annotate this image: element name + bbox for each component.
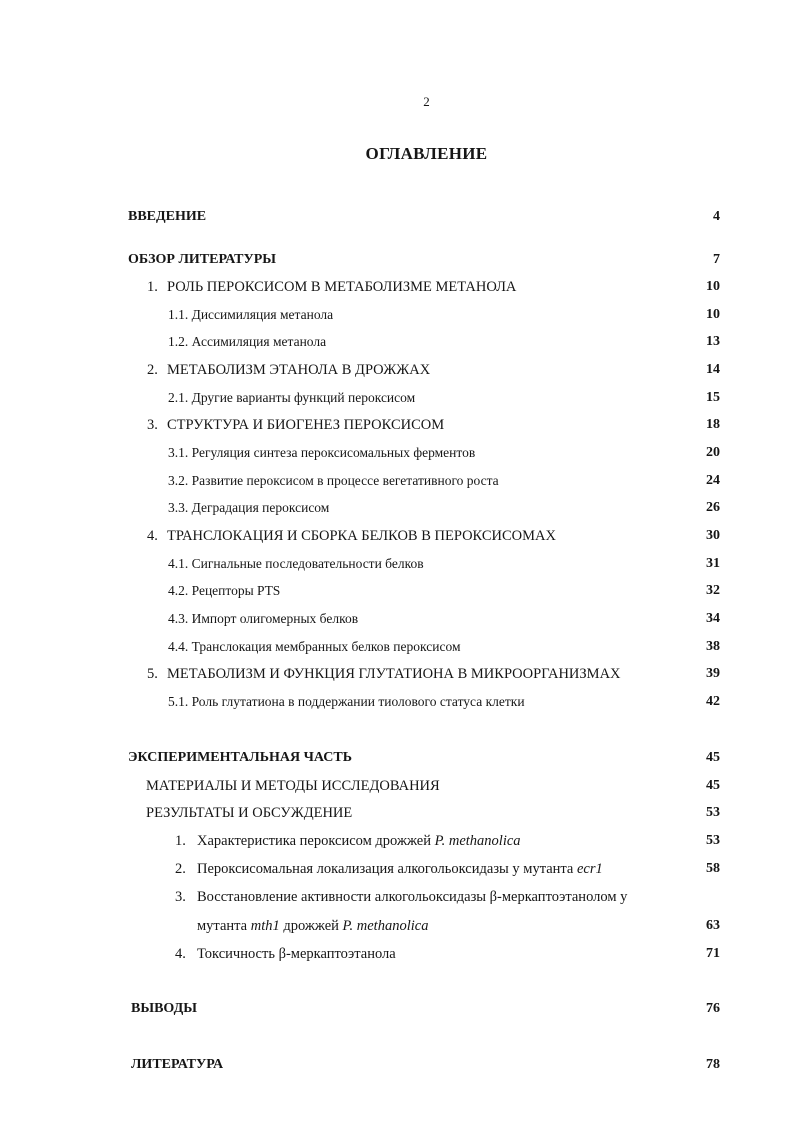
toc-label bbox=[175, 943, 396, 965]
toc-label: ЭКСПЕРИМЕНТАЛЬНАЯ ЧАСТЬ bbox=[128, 750, 352, 765]
toc-label: 1.2. Ассимиляция метанола bbox=[168, 334, 327, 349]
toc-number: 1. bbox=[147, 279, 158, 295]
toc-number: 1. bbox=[175, 833, 186, 849]
toc-entry-review[interactable] bbox=[0, 249, 793, 271]
toc-label: МАТЕРИАЛЫ И МЕТОДЫ ИССЛЕДОВАНИЯ bbox=[146, 778, 440, 794]
toc-page: 34 bbox=[706, 611, 720, 626]
toc-page: 15 bbox=[706, 390, 720, 405]
toc-number: 2. bbox=[147, 362, 158, 378]
toc-text: Токсичность β-меркаптоэтанола bbox=[197, 946, 396, 962]
toc-page: 45 bbox=[706, 778, 720, 793]
toc-page: 32 bbox=[706, 583, 720, 598]
toc-text: Характеристика пероксисом дрожжей bbox=[197, 833, 435, 849]
toc-label: ОБЗОР ЛИТЕРАТУРЫ bbox=[128, 252, 277, 267]
toc-label: 4.1. Сигнальные последовательности белков bbox=[168, 556, 424, 571]
mutant-name: ecr1 bbox=[577, 861, 603, 877]
toc-page: 14 bbox=[706, 362, 720, 377]
toc-page: 18 bbox=[706, 417, 720, 432]
toc-entry-literature[interactable] bbox=[0, 1054, 793, 1076]
toc-label bbox=[147, 663, 621, 685]
toc-text: СТРУКТУРА И БИОГЕНЕЗ ПЕРОКСИСОМ bbox=[167, 417, 445, 433]
toc-text: Восстановление активности алкогольоксидазы β-меркаптоэтанолом у bbox=[197, 889, 628, 905]
toc-page: 42 bbox=[706, 694, 720, 709]
toc-entry-section[interactable] bbox=[0, 663, 793, 685]
toc-number: 3. bbox=[175, 889, 186, 905]
toc-entry-section[interactable] bbox=[0, 276, 793, 298]
toc-label bbox=[175, 886, 627, 908]
page-title: ОГЛАВЛЕНИЕ bbox=[365, 144, 488, 163]
toc-label: 4.3. Импорт олигомерных белков bbox=[168, 611, 359, 626]
toc-page: 13 bbox=[706, 334, 720, 349]
toc-text: ТРАНСЛОКАЦИЯ И СБОРКА БЕЛКОВ В ПЕРОКСИСОМАХ bbox=[167, 528, 556, 544]
toc-page: 53 bbox=[706, 833, 720, 848]
toc-page: 4 bbox=[713, 209, 720, 224]
toc-entry-section[interactable] bbox=[0, 414, 793, 436]
toc-entry-section[interactable] bbox=[0, 359, 793, 381]
toc-label: 3.2. Развитие пероксисом в процессе вегетативного роста bbox=[168, 473, 499, 488]
toc-entry-section[interactable] bbox=[0, 525, 793, 547]
toc-entry-methods[interactable] bbox=[0, 775, 793, 797]
toc-label: 4.4. Транслокация мембранных белков пероксисом bbox=[168, 639, 461, 654]
toc-page: 76 bbox=[706, 1001, 720, 1016]
toc-entry-subsection[interactable] bbox=[0, 331, 793, 353]
toc-entry-intro[interactable] bbox=[0, 206, 793, 228]
toc-entry-result-item[interactable] bbox=[0, 858, 793, 880]
toc-number: 4. bbox=[175, 946, 186, 962]
toc-label bbox=[197, 915, 428, 937]
mutant-name: mth1 bbox=[250, 918, 280, 934]
toc-label: 5.1. Роль глутатиона в поддержании тиолового статуса клетки bbox=[168, 694, 525, 709]
toc-label: РЕЗУЛЬТАТЫ И ОБСУЖДЕНИЕ bbox=[146, 805, 353, 821]
toc-label: 3.3. Деградация пероксисом bbox=[168, 500, 330, 515]
toc-number: 5. bbox=[147, 666, 158, 682]
toc-page: 78 bbox=[706, 1057, 720, 1072]
toc-page: 10 bbox=[706, 279, 720, 294]
toc-number: 2. bbox=[175, 861, 186, 877]
toc-page: 39 bbox=[706, 666, 720, 681]
toc-text: Пероксисомальная локализация алкогольоксидазы у мутанта bbox=[197, 861, 577, 877]
toc-page: 26 bbox=[706, 500, 720, 515]
toc-number: 4. bbox=[147, 528, 158, 544]
toc-page: 7 bbox=[713, 252, 720, 267]
toc-entry-subsection[interactable] bbox=[0, 691, 793, 713]
toc-entry-subsection[interactable] bbox=[0, 636, 793, 658]
toc-label bbox=[147, 359, 430, 381]
toc-entry-subsection[interactable] bbox=[0, 387, 793, 409]
toc-entry-subsection[interactable] bbox=[0, 442, 793, 464]
toc-label: 4.2. Рецепторы PTS bbox=[168, 583, 281, 598]
toc-text: РОЛЬ ПЕРОКСИСОМ В МЕТАБОЛИЗМЕ МЕТАНОЛА bbox=[167, 279, 517, 295]
toc-label bbox=[147, 276, 516, 298]
toc-text: дрожжей bbox=[279, 918, 343, 934]
toc-page: 53 bbox=[706, 805, 720, 820]
toc-label: ВВЕДЕНИЕ bbox=[128, 209, 207, 224]
toc-text: мутанта bbox=[197, 918, 251, 934]
toc-entry-conclusions[interactable] bbox=[0, 998, 793, 1020]
toc-label: 1.1. Диссимиляция метанола bbox=[168, 307, 334, 322]
toc-number: 3. bbox=[147, 417, 158, 433]
toc-page: 31 bbox=[706, 556, 720, 571]
species-name: P. methanolica bbox=[342, 918, 429, 934]
toc-page: 20 bbox=[706, 445, 720, 460]
toc-entry-result-item[interactable] bbox=[0, 830, 793, 852]
toc-page: 58 bbox=[706, 861, 720, 876]
toc-entry-subsection[interactable] bbox=[0, 553, 793, 575]
toc-label bbox=[175, 830, 521, 852]
toc-entry-experimental[interactable] bbox=[0, 747, 793, 769]
toc-text: МЕТАБОЛИЗМ И ФУНКЦИЯ ГЛУТАТИОНА В МИКРООРГАНИЗМАХ bbox=[167, 666, 621, 682]
toc-entry-subsection[interactable] bbox=[0, 497, 793, 519]
toc-label bbox=[147, 525, 556, 547]
toc-page: 10 bbox=[706, 307, 720, 322]
toc-label: 3.1. Регуляция синтеза пероксисомальных ферментов bbox=[168, 445, 476, 460]
toc-page: 30 bbox=[706, 528, 720, 543]
toc-entry-subsection[interactable] bbox=[0, 470, 793, 492]
toc-text: МЕТАБОЛИЗМ ЭТАНОЛА В ДРОЖЖАХ bbox=[167, 362, 431, 378]
toc-entry-results[interactable] bbox=[0, 802, 793, 824]
toc-label bbox=[147, 414, 444, 436]
toc-label: ВЫВОДЫ bbox=[131, 1001, 197, 1016]
toc-entry-result-item-cont[interactable] bbox=[0, 915, 793, 937]
toc-label bbox=[175, 858, 603, 880]
toc-entry-subsection[interactable] bbox=[0, 304, 793, 326]
toc-entry-subsection[interactable] bbox=[0, 608, 793, 630]
toc-entry-subsection[interactable] bbox=[0, 580, 793, 602]
toc-entry-result-item[interactable] bbox=[0, 886, 793, 908]
toc-entry-result-item[interactable] bbox=[0, 943, 793, 965]
toc-label: 2.1. Другие варианты функций пероксисом bbox=[168, 390, 416, 405]
toc-page: 63 bbox=[706, 918, 720, 933]
toc-page: 71 bbox=[706, 946, 720, 961]
toc-label: ЛИТЕРАТУРА bbox=[131, 1057, 224, 1072]
page-number: 2 bbox=[423, 94, 430, 109]
toc-page: 45 bbox=[706, 750, 720, 765]
toc-page: 38 bbox=[706, 639, 720, 654]
toc-page: 24 bbox=[706, 473, 720, 488]
species-name: P. methanolica bbox=[434, 833, 521, 849]
